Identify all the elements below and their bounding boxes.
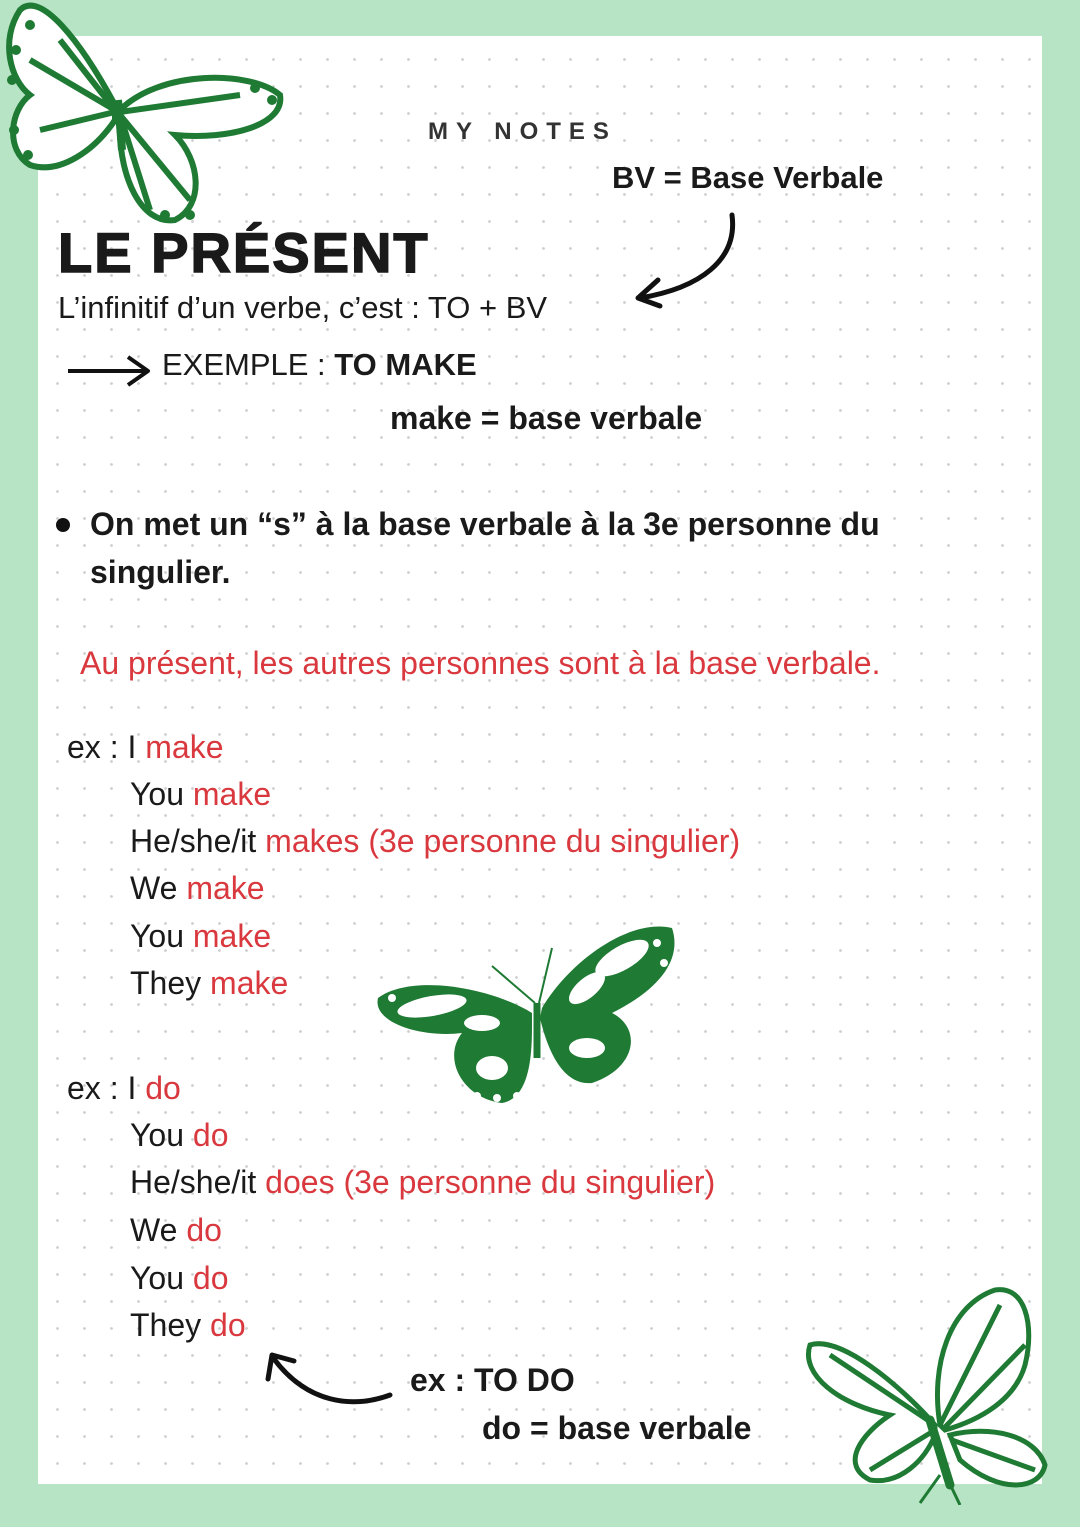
pronoun: They bbox=[130, 1307, 202, 1343]
butterfly-icon bbox=[0, 0, 290, 230]
list-item bbox=[130, 1212, 222, 1249]
list-item bbox=[130, 1260, 228, 1297]
list-item bbox=[130, 870, 265, 907]
verb: make bbox=[192, 776, 272, 812]
list-item bbox=[130, 823, 740, 860]
right-arrow-icon bbox=[66, 354, 152, 388]
list-item bbox=[130, 776, 271, 813]
pronoun: I bbox=[127, 1070, 137, 1106]
pronoun: We bbox=[130, 870, 178, 906]
exemple-label: EXEMPLE : bbox=[162, 347, 335, 382]
verb: make bbox=[210, 965, 289, 1001]
list-item bbox=[130, 1307, 246, 1344]
pronoun: He/she/it bbox=[130, 823, 257, 859]
pronoun: They bbox=[130, 965, 202, 1001]
list-item bbox=[67, 729, 224, 766]
list-item bbox=[130, 1164, 715, 1201]
pronoun: You bbox=[130, 776, 184, 812]
infinitif-definition: L’infinitif d’un verbe, c’est : TO + BV bbox=[58, 290, 548, 325]
ex-prefix: ex : bbox=[67, 729, 128, 765]
verb: makes (3e personne du singulier) bbox=[265, 823, 741, 859]
verb: do bbox=[192, 1117, 229, 1153]
curved-arrow-icon bbox=[262, 1345, 397, 1415]
curved-arrow-icon bbox=[630, 210, 750, 310]
pronoun: He/she/it bbox=[130, 1164, 257, 1200]
pronoun: You bbox=[130, 1260, 184, 1296]
verb: make bbox=[186, 870, 265, 906]
pronoun: You bbox=[130, 918, 184, 954]
ex-prefix: ex : bbox=[67, 1070, 128, 1106]
verb: make bbox=[145, 729, 224, 765]
do-base-verbale: do = base verbale bbox=[482, 1410, 752, 1446]
verb: does (3e personne du singulier) bbox=[265, 1164, 716, 1200]
bv-note: BV = Base Verbale bbox=[612, 160, 884, 195]
verb: do bbox=[210, 1307, 246, 1343]
list-item bbox=[67, 1070, 181, 1107]
pronoun: You bbox=[130, 1117, 184, 1153]
list-item bbox=[130, 965, 288, 1002]
red-note: Au présent, les autres personnes sont à la base verbale. bbox=[80, 645, 881, 681]
rule-bullet bbox=[52, 500, 1012, 596]
pronoun: I bbox=[127, 729, 137, 765]
butterfly-icon bbox=[372, 918, 684, 1110]
todo-example: ex : TO DO bbox=[410, 1362, 575, 1398]
exemple-line bbox=[162, 347, 477, 383]
rule-text: On met un “s” à la base verbale à la 3e personne du singulier. bbox=[90, 506, 880, 590]
exemple-value: TO MAKE bbox=[334, 347, 477, 382]
list-item bbox=[130, 918, 271, 955]
verb: do bbox=[186, 1212, 222, 1248]
header-label: MY NOTES bbox=[428, 118, 617, 145]
verb: do bbox=[192, 1260, 229, 1296]
verb: do bbox=[145, 1070, 181, 1106]
make-base-verbale: make = base verbale bbox=[390, 400, 703, 436]
verb: make bbox=[192, 918, 272, 954]
bullet-dot bbox=[56, 518, 70, 532]
butterfly-icon bbox=[800, 1285, 1060, 1505]
list-item bbox=[130, 1117, 228, 1154]
page-title: LE PRÉSENT bbox=[58, 221, 430, 284]
pronoun: We bbox=[130, 1212, 178, 1248]
